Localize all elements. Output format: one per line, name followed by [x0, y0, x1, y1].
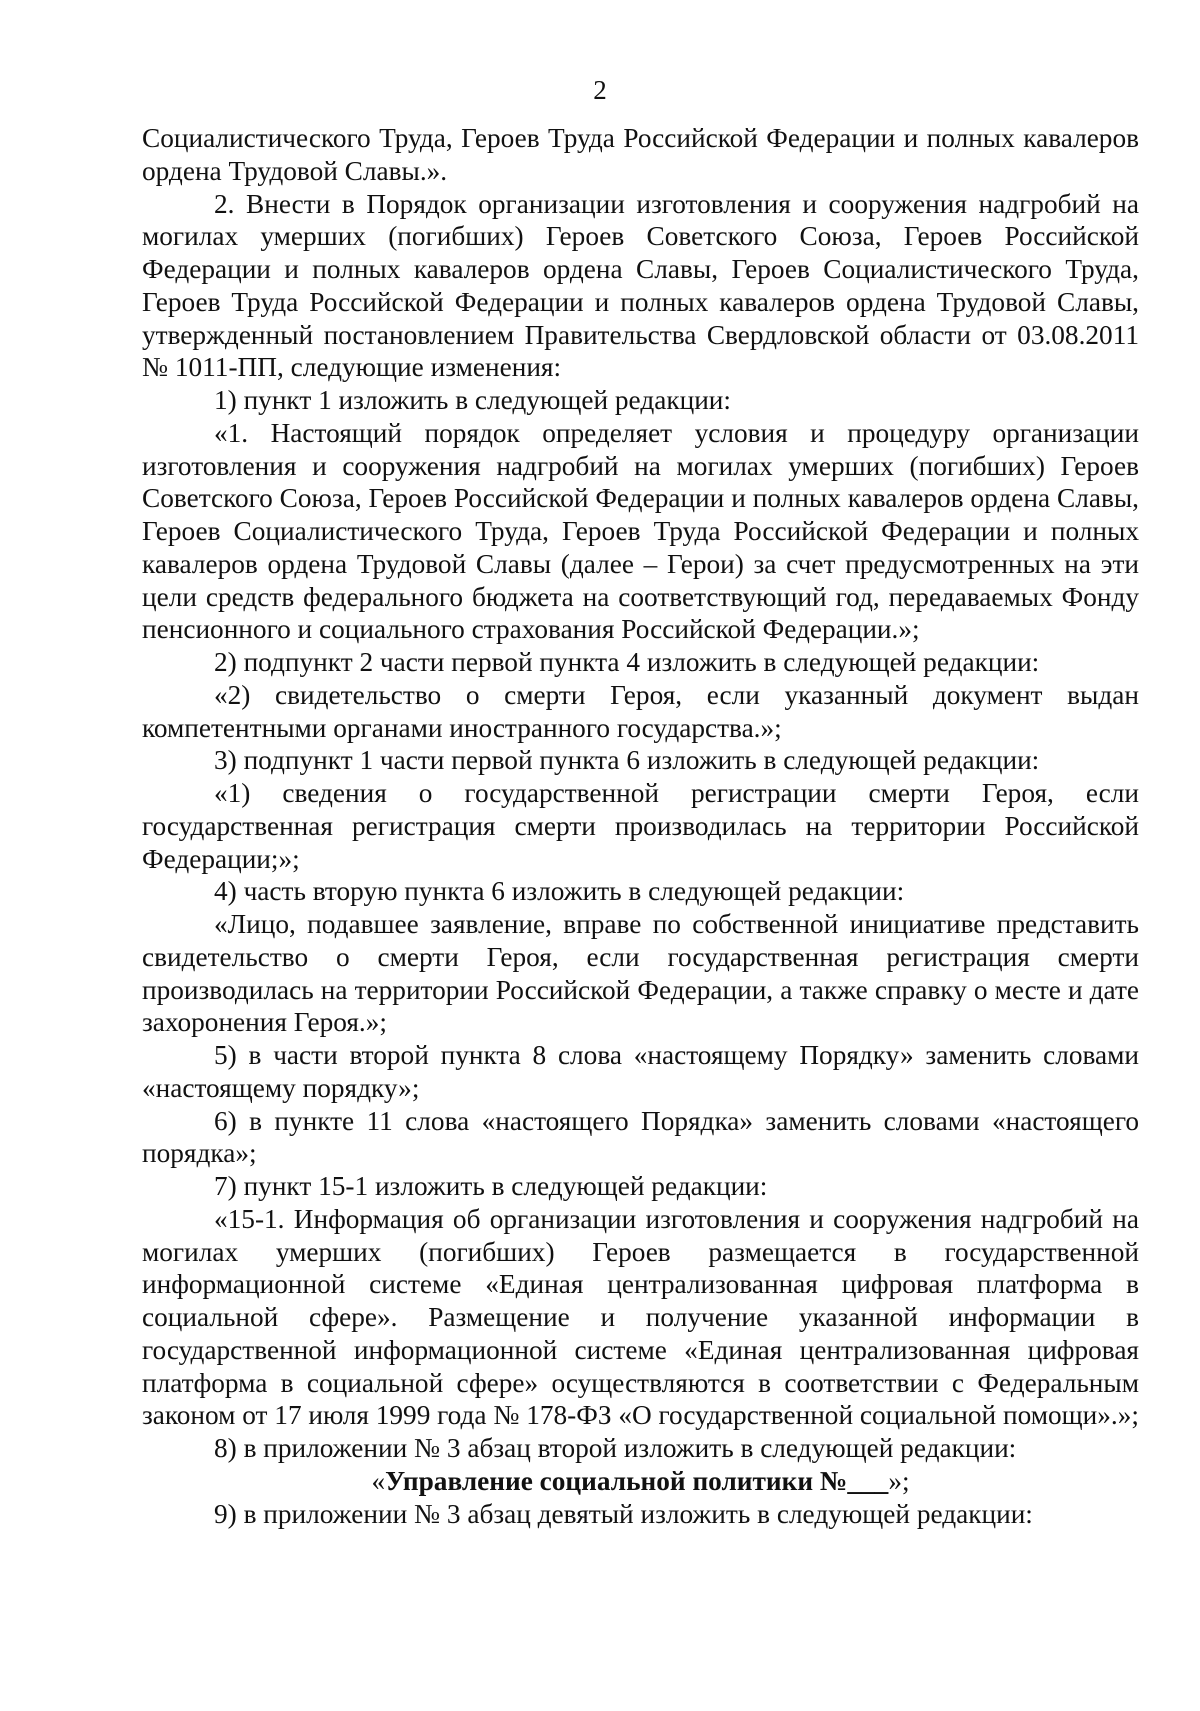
paragraph-subitem-5: 5) в части второй пункта 8 слова «настоящему Порядку» заменить словами «настоящему порядку»;: [142, 1040, 1139, 1103]
page-number: 2: [593, 75, 607, 105]
paragraph-quote-1: «1. Настоящий порядок определяет условия и процедуру организации изготовления и сооружения надгробий на могилах умерших (погибших) Героев Советского Союза, Героев Российской Федерации и полных кавалеров ордена Славы, Героев Социалистического Труда, Героев Труда Российской Федерации и полных кавалеров ордена Трудовой Славы (далее – Герои) за счет предусмотренных на эти цели средств федерального бюджета на соответствующий год, передаваемых Фонду пенсионного и социального страхования Российской Федерации.»;: [142, 417, 1139, 645]
heading-close-text: »;: [888, 1465, 910, 1496]
heading-open-quote: «: [371, 1465, 386, 1496]
paragraph-subitem-9: 9) в приложении № 3 абзац девятый изложить в следующей редакции:: [214, 1498, 1033, 1529]
paragraph-subitem-1: 1) пункт 1 изложить в следующей редакции:: [214, 385, 731, 415]
paragraph-quote-3: «1) сведения о государственной регистрации смерти Героя, если государственная регистрация смерти производилась на территории Российской Федерации;»;: [142, 778, 1139, 874]
document-body: [142, 122, 1139, 1530]
paragraph-item-2: 2. Внести в Порядок организации изготовления и сооружения надгробий на могилах умерших (погибших) Героев Советского Союза, Героев Российской Федерации и полных кавалеров ордена Славы, Героев Социалистического Труда, Героев Труда Российской Федерации и полных кавалеров ордена Трудовой Славы, утвержденный постановлением Правительства Свердловской области от 03.08.2011 № 1011-ПП, следующие изменения:: [142, 188, 1139, 383]
paragraph-subitem-8: 8) в приложении № 3 абзац второй изложить в следующей редакции:: [214, 1433, 1017, 1463]
paragraph-quote-2: «2) свидетельство о смерти Героя, если указанный документ выдан компетентными органами иностранного государства.»;: [142, 679, 1139, 743]
paragraph-subitem-4: 4) часть вторую пункта 6 изложить в следующей редакции:: [214, 876, 905, 907]
paragraph-continuation: Социалистического Труда, Героев Труда Российской Федерации и полных кавалеров ордена Трудовой Славы.».: [142, 123, 1139, 186]
paragraph-subitem-6: 6) в пункте 11 слова «настоящего Порядка» заменить словами «настоящего порядка»;: [142, 1105, 1139, 1169]
bold-heading-line: [142, 1465, 1139, 1498]
paragraph-quote-7: «15-1. Информация об организации изготовления и сооружения надгробий на могилах умерших (погибших) Героев размещается в государственной информационной системе «Единая централизованная цифровая платформа в социальной сфере». Размещение и получение указанной информации в государственной информационной системе «Единая централизованная цифровая платформа в социальной сфере» осуществляются в соответствии с Федеральным законом от 17 июля 1999 года № 178-ФЗ «О государственной социальной помощи».»;: [142, 1203, 1139, 1431]
paragraph-subitem-2: 2) подпункт 2 части первой пункта 4 изложить в следующей редакции:: [214, 647, 1040, 677]
heading-bold-text: Управление социальной политики №___: [385, 1465, 889, 1496]
paragraph-subitem-7: 7) пункт 15-1 изложить в следующей редакции:: [214, 1171, 768, 1201]
paragraph-quote-4: «Лицо, подавшее заявление, вправе по собственной инициативе представить свидетельство о смерти Героя, если государственная регистрация смерти производилась на территории Российской Федерации, а также справку о месте и дате захоронения Героя.»;: [142, 909, 1139, 1038]
paragraph-subitem-3: 3) подпункт 1 части первой пункта 6 изложить в следующей редакции:: [214, 745, 1040, 776]
